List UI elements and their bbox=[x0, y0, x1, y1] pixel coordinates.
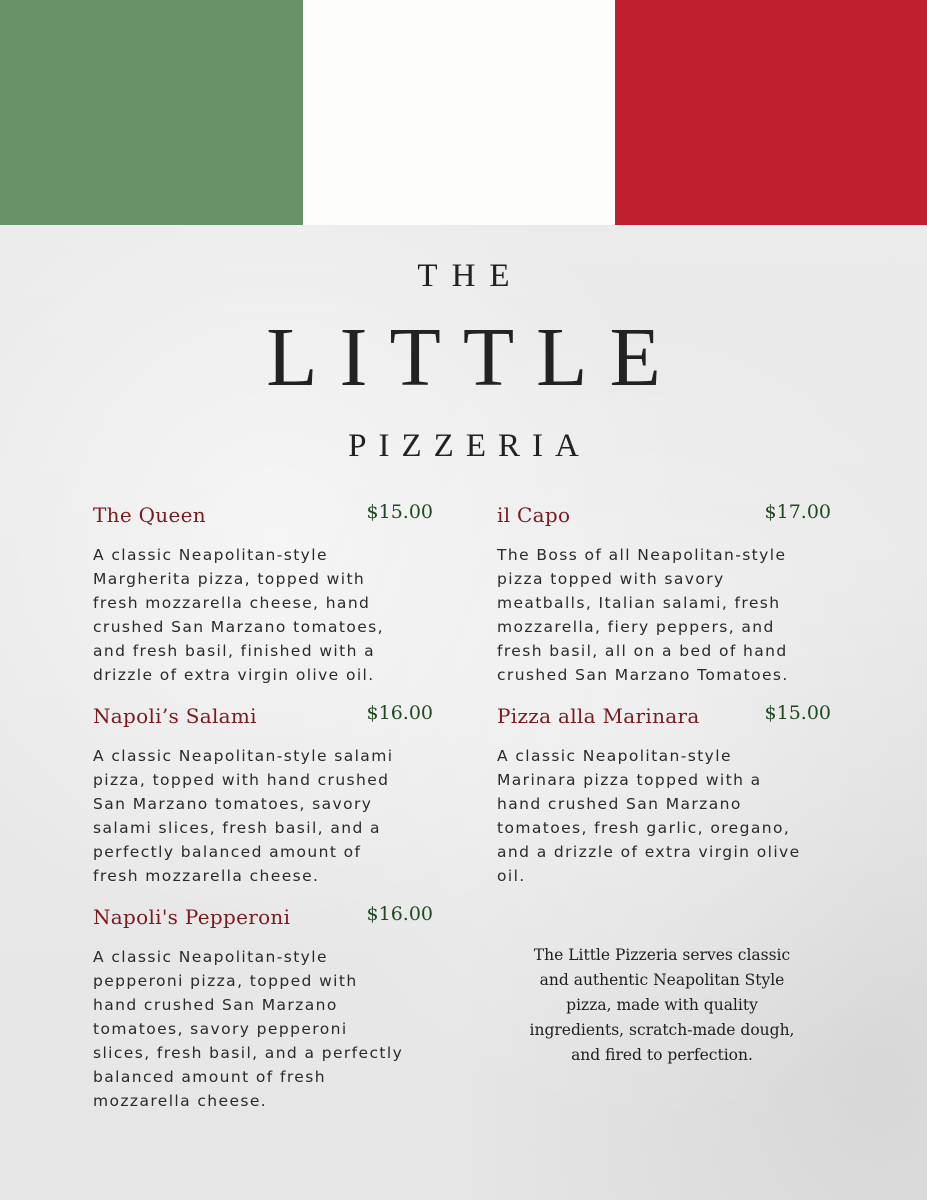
item-description bbox=[497, 744, 831, 888]
description-line: crushed San Marzano Tomatoes. bbox=[497, 666, 789, 684]
description-line: tomatoes, savory pepperoni bbox=[93, 1020, 348, 1038]
flag-stripe-red bbox=[615, 0, 927, 225]
description-line: salami slices, fresh basil, and a bbox=[93, 819, 381, 837]
menu-item-il-capo bbox=[497, 503, 831, 687]
item-price: $15.00 bbox=[366, 501, 433, 523]
title-pizzeria: PIZZERIA bbox=[348, 428, 591, 464]
flag-stripe-white bbox=[303, 0, 615, 225]
restaurant-blurb bbox=[497, 943, 827, 1068]
menu-item-the-queen bbox=[93, 503, 433, 687]
blurb-line: pizza, made with quality bbox=[566, 996, 758, 1014]
item-price: $17.00 bbox=[764, 501, 831, 523]
description-line: mozzarella cheese. bbox=[93, 1092, 268, 1110]
blurb-line: and fired to perfection. bbox=[571, 1046, 753, 1064]
blurb-line: The Little Pizzeria serves classic bbox=[533, 946, 791, 964]
description-line: Marinara pizza topped with a bbox=[497, 771, 762, 789]
italian-flag-banner bbox=[0, 0, 927, 225]
description-line: and fresh basil, finished with a bbox=[93, 642, 376, 660]
item-description bbox=[93, 744, 433, 888]
description-line: The Boss of all Neapolitan-style bbox=[497, 546, 787, 564]
item-name: Napoli’s Salami bbox=[93, 704, 257, 728]
description-line: A classic Neapolitan-style salami bbox=[93, 747, 394, 765]
description-line: pepperoni pizza, topped with bbox=[93, 972, 358, 990]
item-price: $15.00 bbox=[764, 702, 831, 724]
item-name: il Capo bbox=[497, 503, 571, 527]
description-line: Margherita pizza, topped with bbox=[93, 570, 366, 588]
menu-item-napolis-salami bbox=[93, 704, 433, 888]
title-the: THE bbox=[417, 258, 524, 294]
description-line: and a drizzle of extra virgin olive bbox=[497, 843, 801, 861]
description-line: fresh mozzarella cheese, hand bbox=[93, 594, 371, 612]
description-line: A classic Neapolitan-style bbox=[497, 747, 732, 765]
description-line: hand crushed San Marzano bbox=[93, 996, 338, 1014]
flag-stripe-green bbox=[0, 0, 303, 225]
item-price: $16.00 bbox=[366, 903, 433, 925]
description-line: fresh basil, all on a bed of hand bbox=[497, 642, 788, 660]
blurb-line: ingredients, scratch-made dough, bbox=[529, 1021, 795, 1039]
item-name: The Queen bbox=[93, 503, 206, 527]
description-line: A classic Neapolitan-style bbox=[93, 948, 328, 966]
description-line: drizzle of extra virgin olive oil. bbox=[93, 666, 375, 684]
item-price: $16.00 bbox=[366, 702, 433, 724]
blurb-line: and authentic Neapolitan Style bbox=[539, 971, 785, 989]
menu-item-pizza-alla-marinara bbox=[497, 704, 831, 888]
description-line: hand crushed San Marzano bbox=[497, 795, 742, 813]
title-little: LITTLE bbox=[266, 311, 683, 404]
description-line: perfectly balanced amount of bbox=[93, 843, 362, 861]
description-line: pizza topped with savory bbox=[497, 570, 725, 588]
description-line: tomatoes, fresh garlic, oregano, bbox=[497, 819, 791, 837]
description-line: pizza, topped with hand crushed bbox=[93, 771, 390, 789]
description-line: A classic Neapolitan-style bbox=[93, 546, 328, 564]
description-line: slices, fresh basil, and a perfectly bbox=[93, 1044, 404, 1062]
description-line: meatballs, Italian salami, fresh bbox=[497, 594, 781, 612]
item-name: Pizza alla Marinara bbox=[497, 704, 700, 728]
description-line: balanced amount of fresh bbox=[93, 1068, 326, 1086]
description-line: San Marzano tomatoes, savory bbox=[93, 795, 373, 813]
description-line: mozzarella, fiery peppers, and bbox=[497, 618, 775, 636]
item-description bbox=[93, 543, 433, 687]
description-line: crushed San Marzano tomatoes, bbox=[93, 618, 384, 636]
description-line: fresh mozzarella cheese. bbox=[93, 867, 320, 885]
item-description bbox=[497, 543, 831, 687]
item-description bbox=[93, 945, 433, 1113]
item-name: Napoli's Pepperoni bbox=[93, 905, 291, 929]
description-line: oil. bbox=[497, 867, 526, 885]
menu-item-napolis-pepperoni bbox=[93, 905, 433, 1113]
